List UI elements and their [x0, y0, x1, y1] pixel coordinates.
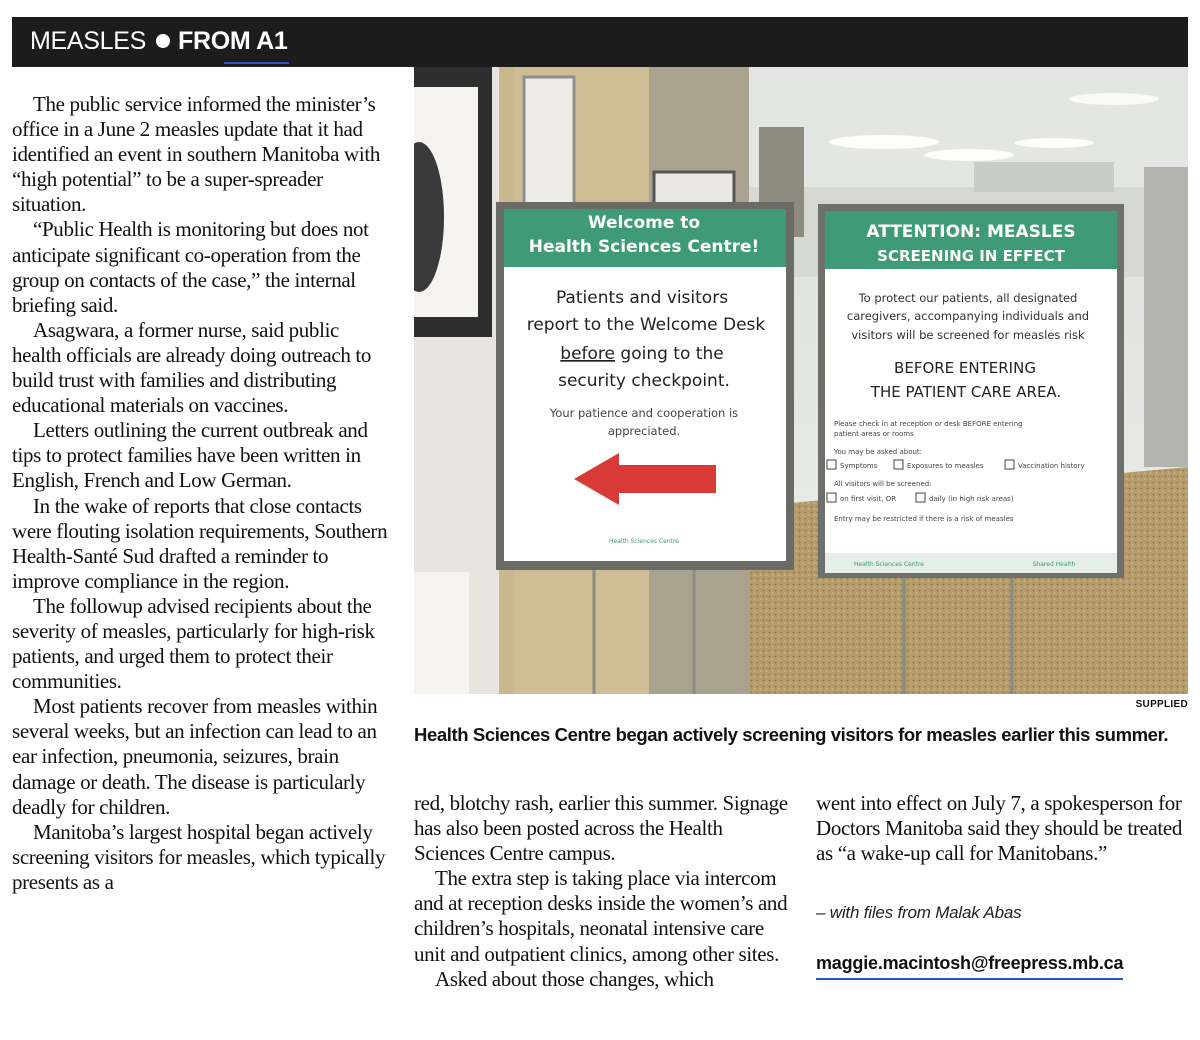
sign-right-footer-left: Health Sciences Centre: [854, 561, 924, 568]
sign-left-body-3: [560, 344, 723, 364]
sign-right-option-2: Exposures to measles: [907, 462, 984, 470]
paragraph: Most patients recover from measles within several weeks, but an infection can lead to an ear infection, pneumonia, seizures, brain damage or death. The disease is particularly deadly for children.: [12, 694, 378, 819]
sign-right-footer-right: Shared Health: [1032, 561, 1076, 568]
sign-left-note-2: appreciated.: [607, 424, 681, 438]
sign-left-title-2: Health Sciences Centre!: [528, 237, 760, 257]
sign-right-body-3: visitors will be screened for measles risk: [851, 328, 1085, 342]
sign-left-note-1: Your patience and cooperation is: [549, 406, 739, 420]
sign-right-emphasis-1: BEFORE ENTERING: [894, 359, 1036, 377]
sign-left-body-3-rest: going to the: [615, 344, 724, 364]
sign-left-footer: Health Sciences Centre: [609, 538, 679, 545]
article-photo: [414, 67, 1188, 694]
paragraph: Letters outlining the current outbreak and tips to protect families have been written in English, French and Low German.: [12, 418, 368, 493]
section-name: MEASLES: [30, 27, 147, 55]
contributor-credit: – with files from Malak Abas: [816, 903, 1022, 923]
sign-right-body-1: To protect our patients, all designated: [858, 291, 1078, 305]
photo-caption: Health Sciences Centre began actively screening visitors for measles earlier this summer.: [414, 724, 1169, 745]
paragraph: The followup advised recipients about the severity of measles, particularly for high-risk patients, and urged them to protect their communities.: [12, 593, 375, 694]
paragraph: Manitoba’s largest hospital began actively screening visitors for measles, which typically presents as a: [12, 819, 386, 894]
sign-right-list-2: You may be asked about:: [834, 448, 923, 456]
sign-left-body-4: security checkpoint.: [558, 371, 730, 391]
jump-link-underline: [224, 62, 289, 64]
paragraph: Asagwara, a former nurse, said public health officials are already doing outreach to build trust with families and distributing educational materials on vaccines.: [12, 317, 372, 418]
author-email-link[interactable]: maggie.macintosh@freepress.mb.ca: [816, 951, 1123, 980]
article-column-1: [12, 92, 392, 895]
photo-illustration: [414, 67, 1188, 694]
sign-left-body-2: report to the Welcome Desk: [526, 315, 766, 335]
sign-right-option-5: daily (in high risk areas): [929, 495, 1014, 503]
photo-credit: SUPPLIED: [1135, 699, 1188, 710]
sign-right-list-3: All visitors will be screened:: [834, 480, 932, 488]
paragraph: “Public Health is monitoring but does not anticipate significant co-operation from the group on contacts of the case,” the internal briefing said.: [12, 217, 369, 317]
sign-right-body-2: caregivers, accompanying individuals and: [846, 309, 1090, 323]
sign-right-option-3: Vaccination history: [1018, 462, 1085, 470]
bullet-dot-icon: [156, 34, 170, 48]
article-column-3: [816, 791, 1188, 980]
paragraph: The extra step is taking place via intercom and at reception desks inside the women’s and children’s hospitals, neonatal intensive care unit and outpatient clinics, among other sites.: [414, 866, 788, 966]
paragraph: red, blotchy rash, earlier this summer. Signage has also been posted across the Health Sciences Centre campus.: [414, 791, 788, 866]
sign-right-title-2: SCREENING IN EFFECT: [877, 247, 1065, 265]
sign-right-option-1: Symptoms: [840, 462, 878, 470]
paragraph: Asked about those changes, which: [435, 966, 714, 991]
sign-right-list-1a: Please check in at reception or desk BEFORE entering: [834, 420, 1023, 428]
article-column-2: [414, 791, 790, 992]
paragraph: went into effect on July 7, a spokesperson for Doctors Manitoba said they should be treated as “a wake-up call for Manitobans.”: [816, 791, 1183, 866]
sign-left-title-1: Welcome to: [587, 213, 701, 233]
jump-from-label[interactable]: FROM A1: [178, 27, 288, 55]
paragraph: In the wake of reports that close contacts were flouting isolation requirements, Southern Health-Santé Sud drafted a reminder to improve compliance in the region.: [12, 493, 388, 593]
paragraph: The public service informed the minister’s office in a June 2 measles update that it had identified an event in southern Manitoba with “high potential” to be a super-spreader situation.: [12, 92, 380, 217]
section-kicker: [30, 27, 288, 56]
sign-left-emphasis: before: [560, 344, 616, 364]
sign-right-emphasis-2: THE PATIENT CARE AREA.: [870, 383, 1062, 401]
sign-right-list-1b: patient areas or rooms: [834, 430, 914, 438]
section-header: [12, 17, 1188, 67]
sign-right-title-1: ATTENTION: MEASLES: [866, 222, 1076, 242]
sign-right-list-4: Entry may be restricted if there is a risk of measles: [834, 515, 1014, 523]
sign-right-option-4: on first visit, OR: [840, 495, 897, 503]
sign-left-body-1: Patients and visitors: [555, 288, 729, 308]
